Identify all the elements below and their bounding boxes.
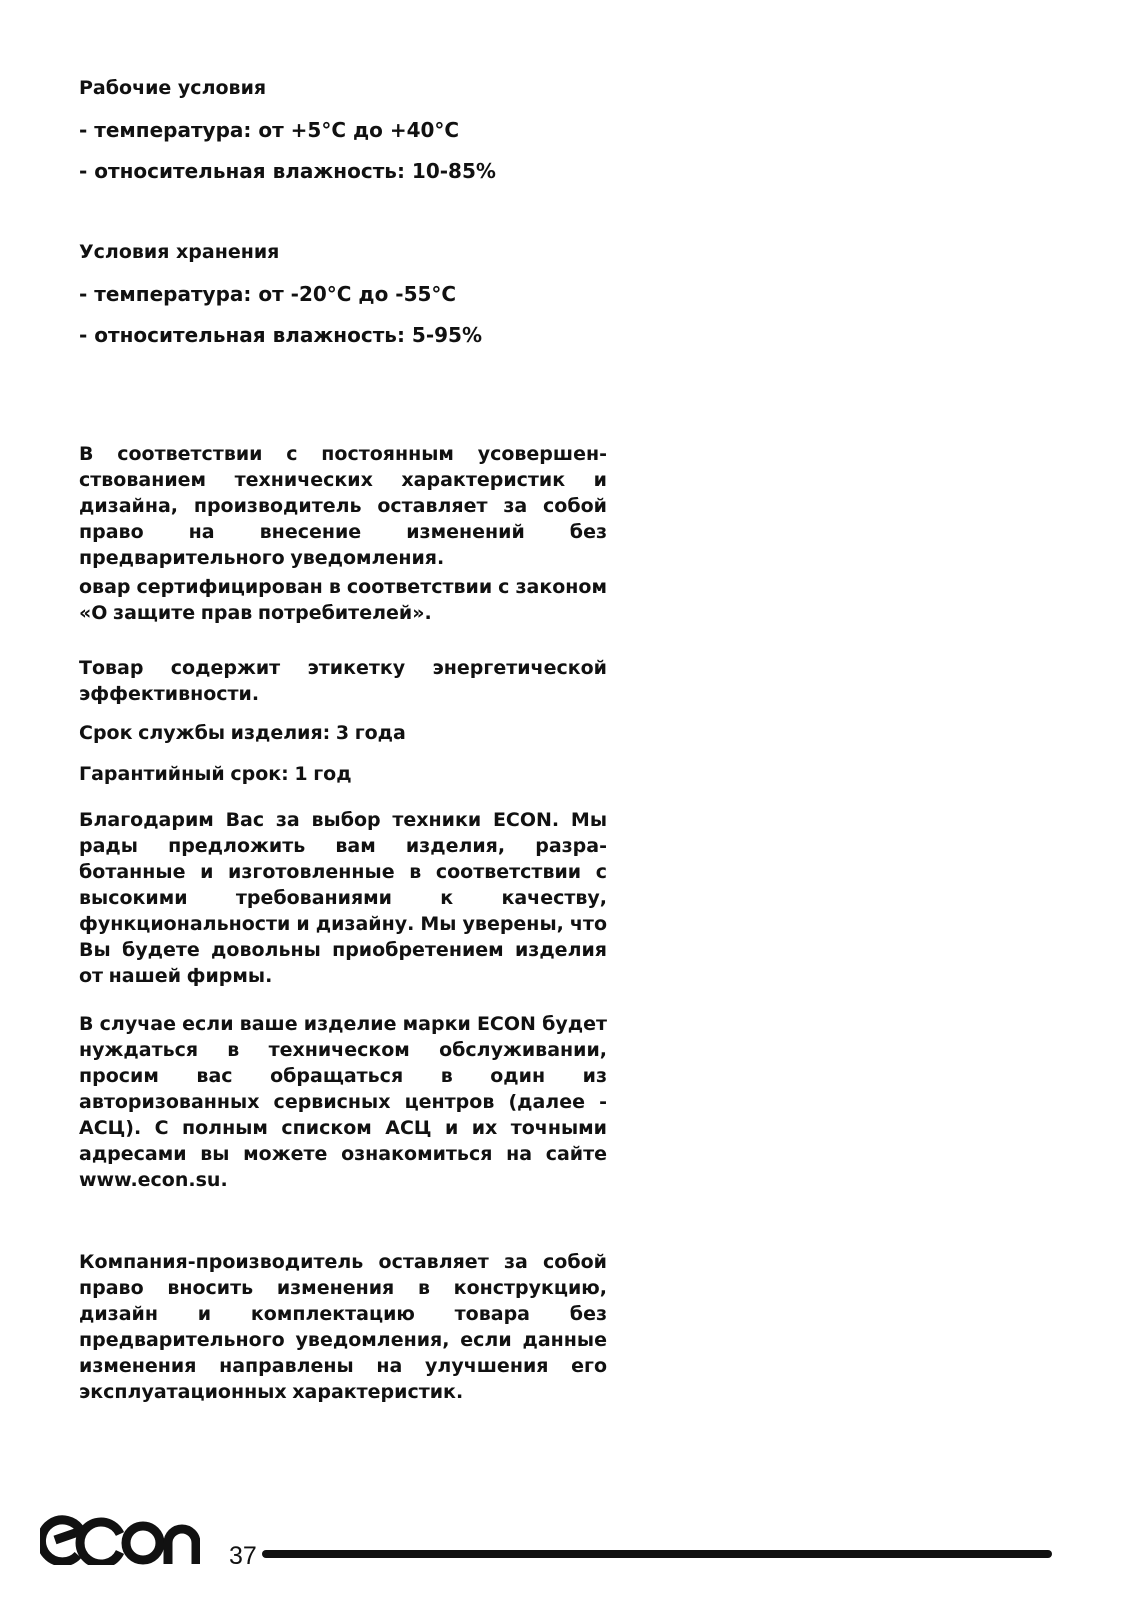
service-life-paragraph: Срок службы изделия: 3 года <box>79 722 406 744</box>
warranty-paragraph: Гарантийный срок: 1 год <box>79 763 352 785</box>
storage-temperature: - температура: от -20°С до -55°С <box>79 282 457 306</box>
service-paragraph: В случае если ваше изделие марки ECON будет нуждаться в техническом обслуживании, просим вас обращаться в один из авторизованных сервисных центров (далее - АСЦ). С полным списком АСЦ и их точными адресами вы можете ознакомиться на сайте www.econ.su. <box>79 1013 607 1191</box>
storage-conditions-heading: Условия хранения <box>79 241 280 263</box>
econ-logo-o <box>126 1526 160 1560</box>
page-number: 37 <box>229 1542 257 1570</box>
design-changes-paragraph: В соответствии с постоянным усовершенствованием технических характеристик и дизайна, производитель оставляет за собой право на внесение изменений без предварительного уведомления. <box>79 443 607 569</box>
thanks-paragraph: Благодарим Вас за выбор техники ECON. Мы рады предложить вам изделия, разработанные и изготовленные в соответствии с высокими требованиями к качеству, функциональности и дизайну. Мы уверены, что Вы будете довольны приобретением изделия от нашей фирмы. <box>79 809 607 987</box>
econ-logo <box>40 1505 200 1565</box>
storage-humidity: - относительная влажность: 5-95% <box>79 323 482 347</box>
footer-rule <box>262 1550 1052 1558</box>
operating-conditions-heading: Рабочие условия <box>79 77 267 99</box>
econ-logo-e <box>41 1520 81 1562</box>
certification-paragraph: овар сертифицирован в соответствии с законом «О защите прав потребителей». <box>79 576 607 624</box>
manufacturer-rights-paragraph: Компания-производитель оставляет за собой право вносить изменения в конструкцию, дизайн и комплектацию товара без предварительного уведомления, если данные изменения направлены на улучшения его эксплуатационных характеристик. <box>79 1251 607 1403</box>
operating-humidity: - относительная влажность: 10-85% <box>79 159 496 183</box>
energy-label-paragraph: Товар содержит этикетку энергетической эффективности. <box>79 657 607 705</box>
econ-logo-c <box>80 1522 120 1564</box>
econ-logo-n <box>168 1529 196 1564</box>
operating-temperature: - температура: от +5°С до +40°С <box>79 118 460 142</box>
